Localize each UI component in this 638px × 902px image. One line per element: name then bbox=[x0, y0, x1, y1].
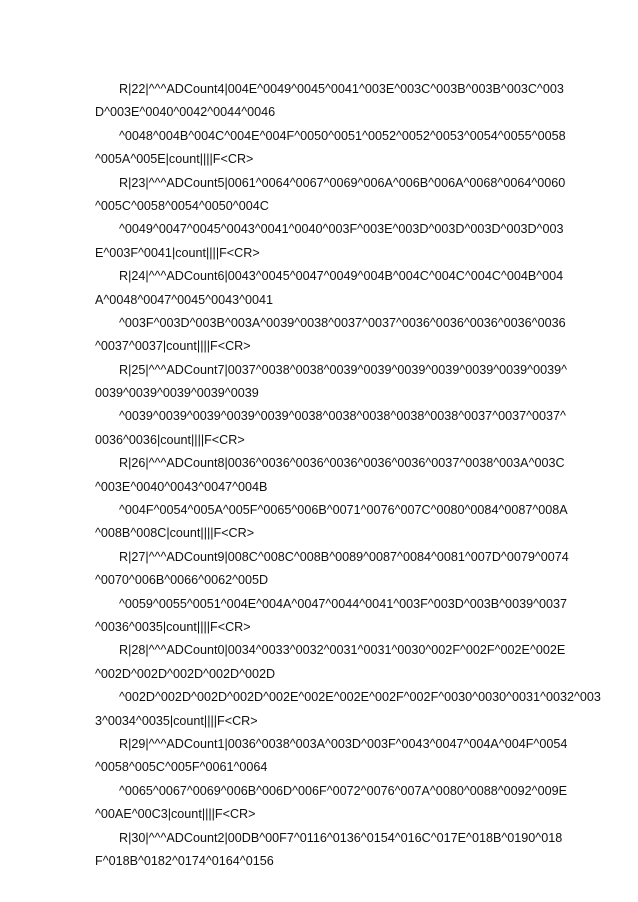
record-line: ^0065^0067^0069^006B^006D^006F^0072^0076^007A^0080^0088^0092^009E bbox=[119, 783, 568, 798]
continuation-line: D^003E^0040^0042^0044^0046 bbox=[95, 105, 276, 120]
record-line: R|30|^^^ADCount2|00DB^00F7^0116^0136^0154^016C^017E^018B^0190^018 bbox=[119, 830, 563, 845]
continuation-line: ^005C^0058^0054^0050^004C bbox=[95, 198, 269, 213]
record-line: R|27|^^^ADCount9|008C^008C^008B^0089^0087^0084^0081^007D^0079^0074 bbox=[119, 549, 569, 564]
continuation-line: 0036^0036|count||||F<CR> bbox=[95, 432, 245, 447]
continuation-line: F^018B^0182^0174^0164^0156 bbox=[95, 853, 274, 868]
continuation-line: ^0037^0037|count||||F<CR> bbox=[95, 339, 251, 354]
record-line: R|22|^^^ADCount4|004E^0049^0045^0041^003E^003C^003B^003B^003C^003 bbox=[119, 82, 564, 96]
record-line: ^004F^0054^005A^005F^0065^006B^0071^0076^007C^0080^0084^0087^008A bbox=[119, 503, 568, 518]
continuation-line: ^008B^008C|count||||F<CR> bbox=[95, 526, 255, 541]
record-line: R|28|^^^ADCount0|0034^0033^0032^0031^0031^0030^002F^002F^002E^002E bbox=[119, 643, 566, 658]
record-line: R|23|^^^ADCount5|0061^0064^0067^0069^006A^006B^006A^0068^0064^0060 bbox=[119, 175, 566, 190]
continuation-line: 0039^0039^0039^0039^0039 bbox=[95, 386, 259, 401]
continuation-line: ^00AE^00C3|count||||F<CR> bbox=[95, 807, 256, 822]
record-line: R|29|^^^ADCount1|0036^0038^003A^003D^003F^0043^0047^004A^004F^0054 bbox=[119, 736, 568, 751]
continuation-line: ^003E^0040^0043^0047^004B bbox=[95, 479, 268, 494]
record-line: ^0049^0047^0045^0043^0041^0040^003F^003E^003D^003D^003D^003D^003 bbox=[119, 222, 564, 237]
record-line: ^002D^002D^002D^002D^002E^002E^002E^002F^002F^0030^0030^0031^0032^003 bbox=[119, 690, 601, 705]
record-line: ^0039^0039^0039^0039^0039^0038^0038^0038^0038^0038^0037^0037^0037^ bbox=[119, 409, 566, 424]
record-line: ^0059^0055^0051^004E^004A^0047^0044^0041^003F^003D^003B^0039^0037 bbox=[119, 596, 568, 611]
record-line: R|26|^^^ADCount8|0036^0036^0036^0036^0036^0036^0037^0038^003A^003C bbox=[119, 456, 565, 471]
continuation-line: ^0036^0035|count||||F<CR> bbox=[95, 619, 251, 634]
continuation-line: 3^0034^0035|count||||F<CR> bbox=[95, 713, 258, 728]
continuation-line: ^0058^005C^005F^0061^0064 bbox=[95, 760, 268, 775]
record-line: ^0048^004B^004C^004E^004F^0050^0051^0052^0052^0053^0054^0055^0058 bbox=[119, 128, 566, 143]
document-body bbox=[95, 78, 601, 873]
continuation-line: A^0048^0047^0045^0043^0041 bbox=[95, 292, 274, 307]
record-line: R|25|^^^ADCount7|0037^0038^0038^0039^0039^0039^0039^0039^0039^0039^ bbox=[119, 362, 568, 377]
continuation-line: E^003F^0041|count||||F<CR> bbox=[95, 245, 260, 260]
continuation-line: ^002D^002D^002D^002D^002D bbox=[95, 666, 276, 681]
record-line: ^003F^003D^003B^003A^0039^0038^0037^0037^0036^0036^0036^0036^0036 bbox=[119, 315, 566, 330]
record-line: R|24|^^^ADCount6|0043^0045^0047^0049^004B^004C^004C^004C^004B^004 bbox=[119, 269, 564, 284]
continuation-line: ^0070^006B^0066^0062^005D bbox=[95, 573, 269, 588]
continuation-line: ^005A^005E|count||||F<CR> bbox=[95, 152, 254, 167]
